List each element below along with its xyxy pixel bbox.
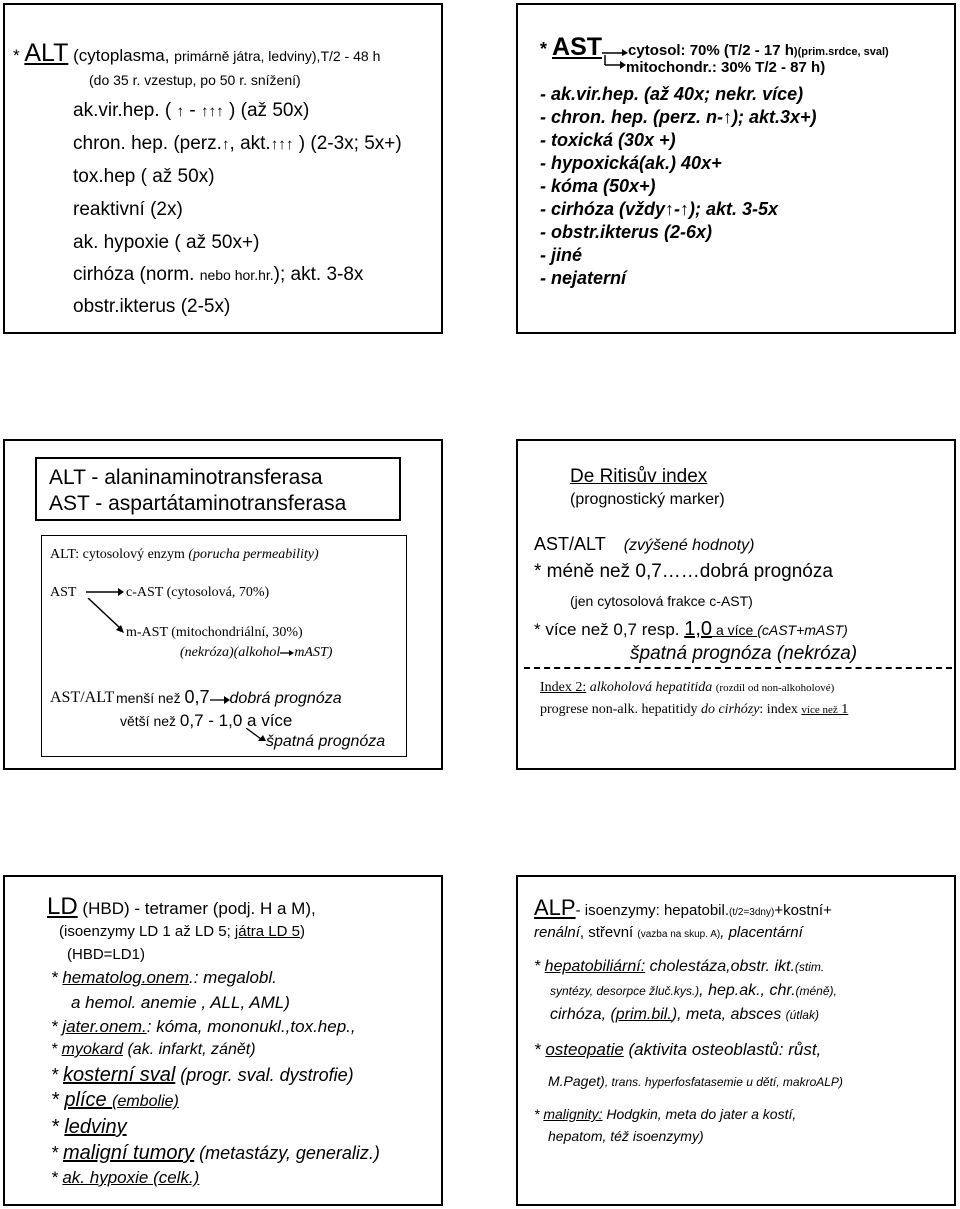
alt-line-toxic: tox.hep ( až 50x): [73, 166, 215, 187]
list-item: - toxická (30x +): [540, 130, 676, 150]
deritis-bad-line: špatná prognóza (nekróza): [630, 643, 858, 664]
alt-title: ALT: [24, 39, 69, 67]
arrow-right-icon: [210, 694, 230, 704]
enzyme-detail-box: [41, 535, 407, 757]
alp-paget-line: M.Paget), trans. hyperfosfatasemie u dětí, makroALP): [548, 1073, 843, 1089]
alt-line-reactive: reaktivní (2x): [73, 199, 183, 220]
alp-cirrhosis-line: cirhóza, (prim.bil.), meta, absces (útlak): [550, 1006, 819, 1023]
arrow-right-icon: [280, 649, 294, 657]
deritis-low-line: * méně než 0,7……dobrá prognóza: [534, 561, 833, 582]
deritis-slide: [516, 439, 956, 770]
ld-muscle-line: * kosterní sval (progr. sval. dystrofie): [51, 1064, 354, 1086]
alt-enzyme-line: ALT: cytosolový enzym (porucha permeability): [50, 547, 319, 562]
list-item: - jiné: [540, 245, 583, 265]
alt-line-cirrhosis: cirhóza (norm. nebo hor.hr.); akt. 3-8x: [73, 264, 364, 285]
alp-isoenzyme-line: renální, střevní (vazba na skup. A), placentární: [534, 924, 803, 941]
deritis-cytosol-line: (jen cytosolová frakce c-AST): [570, 593, 753, 609]
alt-age-note: (do 35 r. vzestup, po 50 r. snížení): [89, 72, 301, 88]
list-item: - hypoxická(ak.) 40x+: [540, 153, 722, 173]
enzyme-slide: [3, 439, 443, 770]
ast-mito-line: mitochondr.: 30% T/2 - 87 h): [626, 59, 826, 76]
enzyme-title-alt: ALT - alaninaminotransferasa: [49, 466, 323, 489]
up-arrow-icon: ↑: [221, 136, 230, 153]
alp-osteopathy-line: * osteopatie (aktivita osteoblastů: růst,: [534, 1040, 822, 1059]
m-ast-line: m-AST (mitochondriální, 30%): [126, 625, 303, 640]
triple-up-arrow-icon: ↑↑↑: [200, 103, 224, 120]
ld-anemia-line: a hemol. anemie , ALL, AML): [71, 993, 290, 1012]
ld-kidney-line: * ledviny: [51, 1116, 127, 1138]
ld-hypoxia-line: * ak. hypoxie (celk.): [51, 1168, 200, 1187]
ast-title-line: * AST cytosol: 70% (T/2 - 17 h)(prim.srdce, sval): [540, 33, 889, 61]
alp-title: ALP: [534, 895, 576, 920]
ld-myocard-line: * myokard (ak. infarkt, zánět): [51, 1041, 256, 1058]
deritis-subtitle: (prognostický marker): [570, 491, 725, 508]
list-item: - ak.vir.hep. (až 40x; nekr. více): [540, 84, 804, 104]
alt-slide: [3, 3, 443, 334]
up-arrow-icon: ↑: [176, 103, 185, 120]
deritis-ratio-line: AST/ALT (zvýšené hodnoty): [534, 534, 755, 554]
c-ast-line: c-AST (cytosolová, 70%): [126, 585, 270, 600]
ast-slide: [516, 3, 956, 334]
triple-up-arrow-icon: ↑↑↑: [270, 136, 294, 153]
bad-prognosis-line: špatná prognóza: [266, 733, 386, 750]
deritis-high-line: * více než 0,7 resp. 1,0 a více (cAST+mAST): [534, 618, 848, 640]
necrosis-line: (nekróza)(alkohol mAST): [180, 645, 333, 660]
alp-hepatom-line: hepatom, též isoenzymy): [548, 1128, 704, 1144]
list-item: - kóma (50x+): [540, 176, 656, 196]
alt-line-acute: ak.vir.hep. ( ↑ - ↑↑↑ ) (až 50x): [73, 100, 310, 121]
alp-malignity-line: * malignity: Hodgkin, meta do jater a kostí,: [534, 1106, 797, 1122]
ld-hemato-line: * hematolog.onem.: megalobl.: [51, 968, 277, 987]
ld-hbd-line: (HBD=LD1): [67, 946, 145, 963]
ld-isoenzyme-line: (isoenzymy LD 1 až LD 5; játra LD 5): [59, 923, 305, 940]
ld-slide: [3, 875, 443, 1206]
enzyme-title-box: [35, 457, 401, 521]
arrow-down-right-icon: [604, 55, 626, 69]
arrow-down-right-icon: [246, 728, 266, 742]
ast-enzyme-label: AST: [50, 585, 77, 600]
ld-lung-line: * plíce (embolie): [51, 1089, 179, 1111]
alt-line-chronic: chron. hep. (perz.↑, akt.↑↑↑ ) (2-3x; 5x+): [73, 133, 402, 154]
alp-title-line: ALP- isoenzymy: hepatobil.(t/2=3dny)+kostní+: [534, 895, 832, 920]
divider: [524, 667, 952, 669]
progression-line: progrese non-alk. hepatitidy do cirhózy: index více než 1: [540, 702, 849, 717]
list-item: - obstr.ikterus (2-6x): [540, 222, 713, 242]
ast-title: AST: [552, 33, 603, 61]
list-item: - chron. hep. (perz. n-↑); akt.3x+): [540, 107, 817, 127]
ld-title-line: LD (HBD) - tetramer (podj. H a M),: [47, 893, 316, 920]
ld-title: LD: [47, 893, 78, 920]
alp-hepatobil-line: * hepatobiliární: cholestáza,obstr. ikt.(stim.: [534, 958, 825, 975]
index2-line: Index 2: alkoholová hepatitida (rozdíl od non-alkoholové): [540, 680, 835, 695]
ratio-greater-line: větší než 0,7 - 1,0 a více: [120, 711, 293, 730]
list-item: - nejaterní: [540, 268, 627, 288]
alt-line-hypoxia: ak. hypoxie ( až 50x+): [73, 232, 260, 253]
ld-liver-line: * jater.onem.: kóma, mononukl.,tox.hep.,: [51, 1017, 356, 1036]
ratio-less-line: menší než 0,7 dobrá prognóza: [116, 687, 342, 707]
ast-alt-ratio-label: AST/ALT: [50, 689, 115, 706]
alt-title-line: * ALT (cytoplasma, primárně játra, ledviny),T/2 - 48 h: [13, 39, 381, 67]
alp-slide: [516, 875, 956, 1206]
deritis-title: De Ritisův index: [570, 466, 708, 487]
ld-tumor-line: * maligní tumory (metastázy, generaliz.): [51, 1142, 380, 1164]
arrow-right-icon: [86, 587, 124, 597]
enzyme-title-ast: AST - aspartátaminotransferasa: [49, 492, 347, 515]
alt-line-obstr: obstr.ikterus (2-5x): [73, 296, 231, 317]
arrow-down-right-icon: [86, 598, 124, 634]
list-item: - cirhóza (vždy↑-↑); akt. 3-5x: [540, 199, 779, 219]
alp-synthesis-line: syntézy, desorpce žluč.kys.), hep.ak., chr.(méně),: [550, 982, 837, 999]
